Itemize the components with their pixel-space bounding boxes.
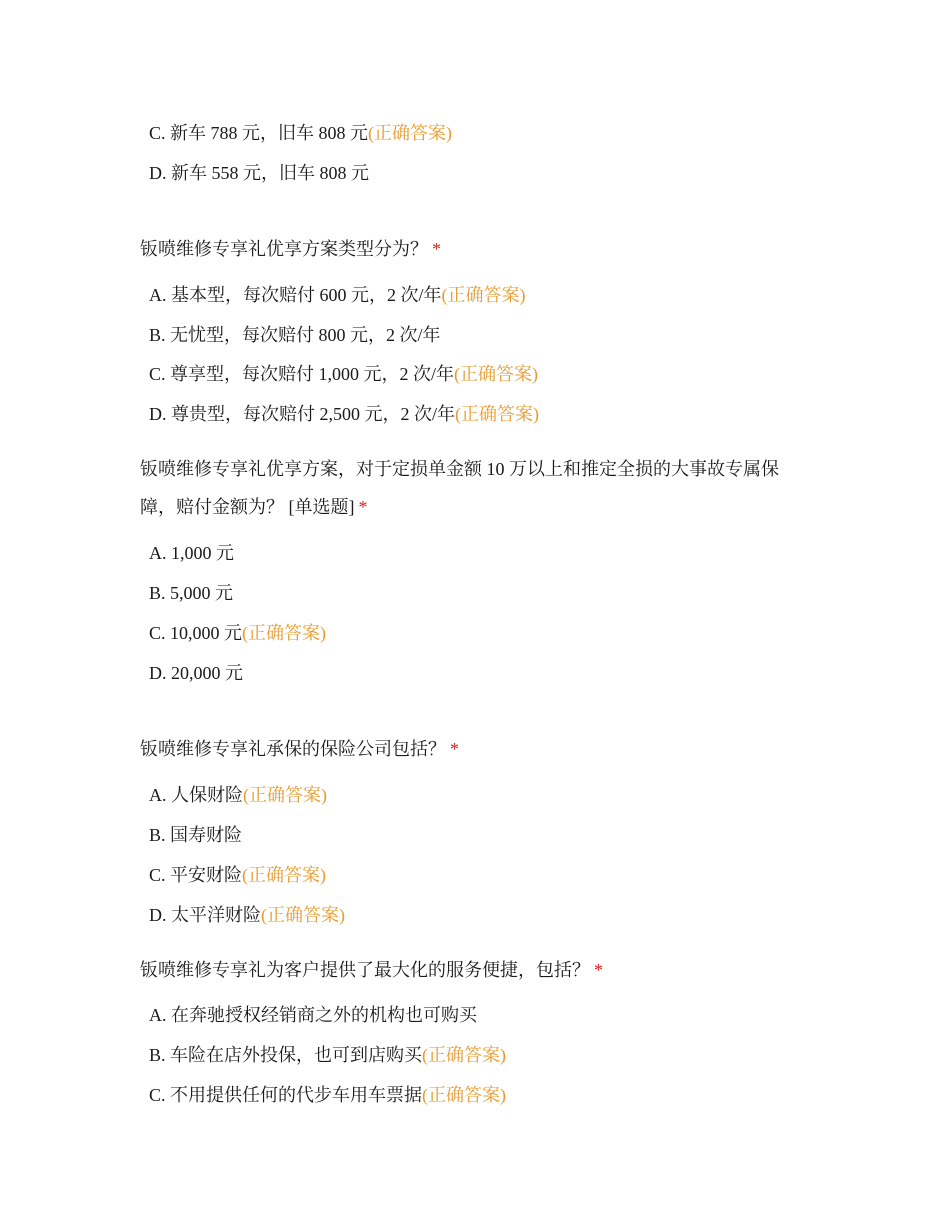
correct-answer-label: (正确答案) xyxy=(242,623,327,643)
option-text: A. 基本型，每次赔付 600 元，2 次/年 xyxy=(149,285,442,305)
correct-answer-label: (正确答案) xyxy=(454,364,539,384)
question-2 xyxy=(140,450,810,526)
question-4 xyxy=(140,951,810,989)
required-mark: * xyxy=(358,497,368,517)
option-text: A. 1,000 元 xyxy=(149,543,234,563)
option-q3-b[interactable] xyxy=(149,815,242,855)
option-text: B. 国寿财险 xyxy=(149,825,243,845)
option-q4-a[interactable] xyxy=(149,995,477,1035)
option-text: D. 太平洋财险 xyxy=(149,905,261,925)
question-3 xyxy=(140,730,810,768)
option-q2-d[interactable] xyxy=(149,653,243,693)
option-q1-c[interactable] xyxy=(149,354,538,394)
option-text: A. 人保财险 xyxy=(149,785,243,805)
option-q4-b[interactable] xyxy=(149,1035,506,1075)
option-text: C. 10,000 元 xyxy=(149,623,243,643)
correct-answer-label: (正确答案) xyxy=(261,905,345,925)
option-text: D. 20,000 元 xyxy=(149,663,243,683)
option-q0-c[interactable] xyxy=(149,113,452,153)
option-q3-d[interactable] xyxy=(149,895,345,935)
option-text: D. 新车 558 元，旧车 808 元 xyxy=(149,163,369,183)
question-text: 钣喷维修专享礼为客户提供了最大化的服务便捷，包括？ xyxy=(140,960,590,980)
required-mark: * xyxy=(432,239,441,259)
option-text: C. 平安财险 xyxy=(149,865,243,885)
option-text: C. 尊享型，每次赔付 1,000 元，2 次/年 xyxy=(149,364,455,384)
correct-answer-label: (正确答案) xyxy=(455,404,539,424)
option-text: B. 5,000 元 xyxy=(149,583,234,603)
correct-answer-label: (正确答案) xyxy=(243,785,327,805)
required-mark: * xyxy=(450,739,459,759)
option-text: B. 无忧型，每次赔付 800 元，2 次/年 xyxy=(149,325,441,345)
option-q3-c[interactable] xyxy=(149,855,326,895)
option-text: C. 新车 788 元，旧车 808 元 xyxy=(149,123,369,143)
correct-answer-label: (正确答案) xyxy=(242,865,327,885)
option-text: A. 在奔驰授权经销商之外的机构也可购买 xyxy=(149,1005,477,1025)
question-text: 钣喷维修专享礼优享方案，对于定损单金额 10 万以上和推定全损的大事故专属保障，赔付金额为？ [单选题] xyxy=(140,459,779,517)
option-text: D. 尊贵型，每次赔付 2,500 元，2 次/年 xyxy=(149,404,455,424)
option-q3-a[interactable] xyxy=(149,775,327,815)
option-q1-d[interactable] xyxy=(149,394,539,434)
option-q1-b[interactable] xyxy=(149,315,441,355)
correct-answer-label: (正确答案) xyxy=(368,123,453,143)
option-q2-c[interactable] xyxy=(149,613,326,653)
option-q0-d[interactable] xyxy=(149,153,369,193)
option-q1-a[interactable] xyxy=(149,275,526,315)
option-q4-c[interactable] xyxy=(149,1075,506,1115)
option-q2-b[interactable] xyxy=(149,573,233,613)
option-q2-a[interactable] xyxy=(149,533,234,573)
question-1 xyxy=(140,230,810,268)
question-text: 钣喷维修专享礼承保的保险公司包括？ xyxy=(140,739,446,759)
correct-answer-label: (正确答案) xyxy=(441,285,526,305)
option-text: B. 车险在店外投保，也可到店购买 xyxy=(149,1045,423,1065)
correct-answer-label: (正确答案) xyxy=(422,1085,507,1105)
required-mark: * xyxy=(594,960,603,980)
correct-answer-label: (正确答案) xyxy=(422,1045,507,1065)
question-text: 钣喷维修专享礼优享方案类型分为？ xyxy=(140,239,428,259)
option-text: C. 不用提供任何的代步车用车票据 xyxy=(149,1085,423,1105)
